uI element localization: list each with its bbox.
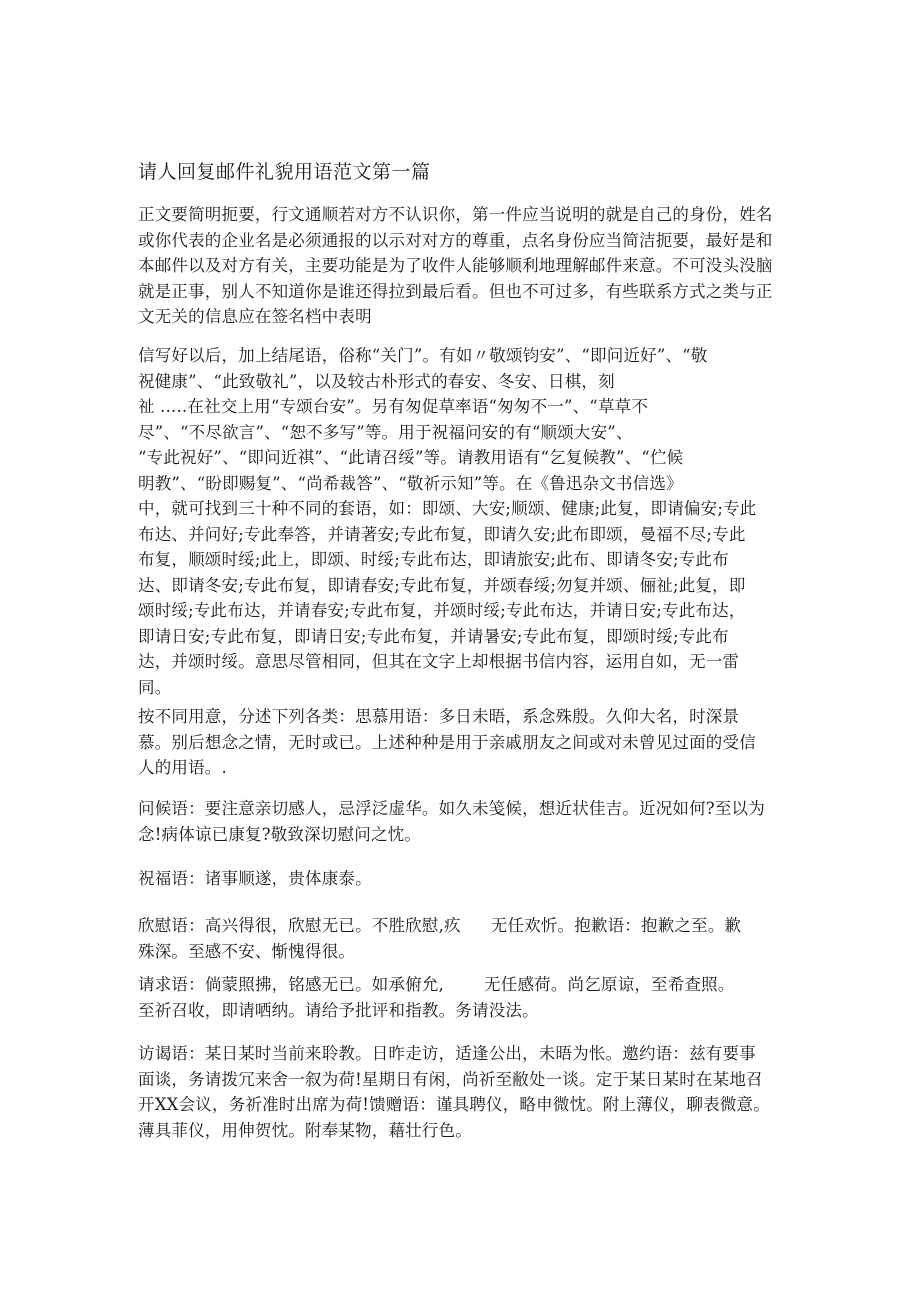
text-line: 祝福语：诸事顺遂，贵体康泰。 <box>138 869 372 888</box>
text-line: 达、即请冬安;专此布复，即请春安;专此布复，并颂春绥;勿复并颂、俪祉;此复，即 <box>138 575 746 595</box>
text-line: 达，并颂时绥。意思尽管相同，但其在文字上却根据书信内容，运用自如，无一雷 <box>138 652 740 671</box>
text-line: 就是正事，别人不知道你是谁还得拉到最后看。但也不可过多，有些联系方式之类与正 <box>138 281 773 301</box>
text-line: 祝健康”、“此致敬礼”，以及较古朴形式的春安、冬安、日棋，刻 <box>138 371 615 391</box>
document-title: 请人回复邮件礼貌用语范文第一篇 <box>138 161 431 183</box>
text-line: 正文要简明扼要，行文通顺若对方不认识你，第一件应当说明的就是自己的身份，姓名 <box>138 205 773 224</box>
text-line: 本邮件以及对方有关，主要功能是为了收件人能够顺利地理解邮件来意。不可没头没脑 <box>138 256 773 275</box>
text-line: 人的用语。. <box>138 758 227 777</box>
text-segment: 无任感荷。尚乞原谅，至希查照。 <box>484 975 735 994</box>
text-line <box>138 913 788 939</box>
paragraph-categories <box>138 704 788 781</box>
text-line <box>138 972 788 998</box>
text-line: 问候语：要注意亲切感人，忌浮泛虚华。如久未笺候，想近状佳吉。近况如何?至以为 <box>138 799 765 818</box>
text-line: 即请日安;专此布复，即请日安;专此布复，并请暑安;专此布复，即颂时绥;专此布 <box>138 626 729 646</box>
text-line: 文无关的信息应在签名档中表明 <box>138 307 372 326</box>
text-line: 颂时绥;专此布达，并请春安;专此布复，并颂时绥;专此布达，并请日安;专此布达， <box>138 601 746 620</box>
text-segment: 无任欢忻。抱歉语：抱歉之至。歉 <box>490 916 742 935</box>
paragraph-comfort-apology <box>138 913 788 964</box>
text-line: 同。 <box>138 677 172 697</box>
text-line: 薄具菲仪，用伸贺忱。附奉某物，藉壮行色。 <box>138 1120 472 1140</box>
text-line: 开XX会议，务祈准时出席为荷!馈赠语：谨具聘仪，略申微忱。附上薄仪，聊表微意。 <box>138 1095 770 1114</box>
paragraph-visits-invitations-gifts <box>138 1041 788 1143</box>
paragraph-requests <box>138 972 788 1023</box>
text-line: 信写好以后，加上结尾语，俗称“关门”。有如〃敬颂钧安”、“即问近好”、“敬 <box>138 346 708 365</box>
text-line: “专此祝好”、“即问近祺”、“此请召绥”等。请教用语有“乞复候教”、“伫候 <box>138 448 684 467</box>
text-line: 面谈，务请拨冗来舍一叙为荷!星期日有闲，尚祈至敝处一谈。定于某日某时在某地召 <box>138 1069 763 1089</box>
text-line: 念!病体谅已康复?敬致深切慰问之忱。 <box>138 824 422 844</box>
paragraph-closing-phrases <box>138 343 788 700</box>
text-line: 布达、并问好;专此奉答，并请著安;专此布复，即请久安;此布即颂，曼福不尽;专此 <box>138 524 746 544</box>
text-segment: 请求语：倘蒙照拂，铭感无已。如承俯允, <box>138 975 445 994</box>
text-line: 殊深。至感不安、惭愧得很。 <box>138 941 356 961</box>
paragraph-blessings <box>138 866 788 892</box>
text-line: 中，就可找到三十种不同的套语，如：即颂、大安;顺颂、健康;此复，即请偏安;专此 <box>138 499 757 518</box>
text-line: 尽”、“不尽欲言”、“恕不多写”等。用于祝福问安的有“顺颂大安”、 <box>138 422 633 442</box>
text-line: 按不同用意，分述下列各类：思慕用语：多日未晤，系念殊殷。久仰大名，时深景 <box>138 707 740 726</box>
text-line: 布复，顺颂时绥;此上，即颂、时绥;专此布达，即请旅安;此布、即请冬安;专此布 <box>138 550 729 569</box>
text-line: 祉 .....在社交上用“专颂台安”。另有匆促草率语“匆匆不一”、“草草不 <box>138 397 649 416</box>
text-line: 或你代表的企业名是必须通报的以示对对方的尊重，点名身份应当简洁扼要，最好是和 <box>138 230 773 250</box>
paragraph-body-intro <box>138 202 788 330</box>
text-line: 慕。别后想念之情，无时或已。上述种种是用于亲戚朋友之间或对未曾见过面的受信 <box>138 732 756 752</box>
text-line: 明教”、“盼即赐复”、“尚希裁答”、“敬祈示知”等。在《鲁迅杂文书信选》 <box>138 473 683 493</box>
text-segment: 欣慰语：高兴得很，欣慰无已。不胜欣慰,疚 <box>138 916 461 935</box>
text-line: 至祈召收，即请哂纳。请给予批评和指教。务请没法。 <box>138 1000 539 1020</box>
paragraph-greetings <box>138 796 788 847</box>
text-line: 访谒语：某日某时当前来聆教。日昨走访，适逢公出，未晤为怅。邀约语：兹有要事 <box>138 1044 756 1063</box>
